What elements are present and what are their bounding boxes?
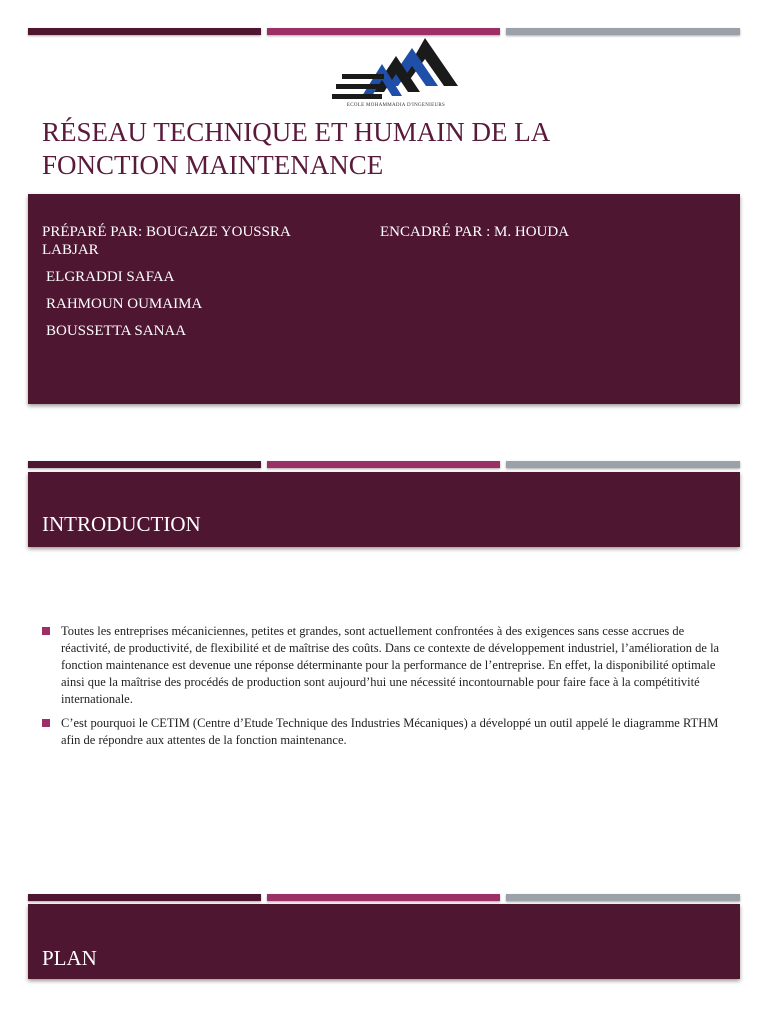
list-item <box>42 623 732 708</box>
accent-bar-magenta <box>267 894 500 901</box>
accent-bar-gray <box>506 461 740 468</box>
author-name: BOUSSETTA SANAA <box>46 323 187 339</box>
introduction-heading: INTRODUCTION <box>42 512 201 536</box>
bullet-text: Toutes les entreprises mécaniciennes, petites et grandes, sont actuellement confrontées à des exigences sans cesse accrues de réactivité, de productivité, de flexibilité et de maîtrise des coûts. Dans ce contexte de développement industriel, l’amélioration de la fonction maintenance est devenue une réponse déterminante pour la performance de l’entreprise. En effet, la disponibilité optimale ainsi que la maîtrise des procédés de production sont aujourd’hui une nécessité incontournable pour faire face à la compétitivité internationale. <box>61 624 720 706</box>
slide2-accent-bars <box>28 461 740 468</box>
presentation-title <box>42 116 732 182</box>
accent-bar-gray <box>506 28 740 35</box>
prepared-by-line: PRÉPARÉ PAR: BOUGAZE YOUSSRA LABJAR <box>42 224 290 258</box>
list-item <box>42 715 732 749</box>
supervisor-line: ENCADRÉ PAR : M. HOUDA <box>380 224 570 240</box>
accent-bar-plum <box>28 461 261 468</box>
square-bullet-icon <box>42 719 50 727</box>
logo-caption: ECOLE MOHAMMADIA D'INGENIEURS <box>346 103 446 108</box>
accent-bar-gray <box>506 894 740 901</box>
introduction-bullets <box>42 623 732 756</box>
school-logo <box>330 34 460 114</box>
accent-bar-magenta <box>267 461 500 468</box>
authors-panel <box>28 194 740 404</box>
author-name: ELGRADDI SAFAA <box>46 269 175 285</box>
plan-header-panel <box>28 904 740 979</box>
slide3-accent-bars <box>28 894 740 901</box>
accent-bar-plum <box>28 894 261 901</box>
square-bullet-icon <box>42 627 50 635</box>
bullet-text: C’est pourquoi le CETIM (Centre d’Etude Technique des Industries Mécaniques) a développé un outil appelé le diagramme RTHM afin de répondre aux attentes de la fonction maintenance. <box>61 716 719 747</box>
title-line-1: RÉSEAU TECHNIQUE ET HUMAIN DE LA <box>42 117 551 147</box>
accent-bar-plum <box>28 28 261 35</box>
title-line-2: FONCTION MAINTENANCE <box>42 150 384 180</box>
author-name: RAHMOUN OUMAIMA <box>46 296 203 312</box>
introduction-header-panel <box>28 472 740 547</box>
plan-heading: PLAN <box>42 946 97 970</box>
prepared-by-block <box>42 223 332 349</box>
